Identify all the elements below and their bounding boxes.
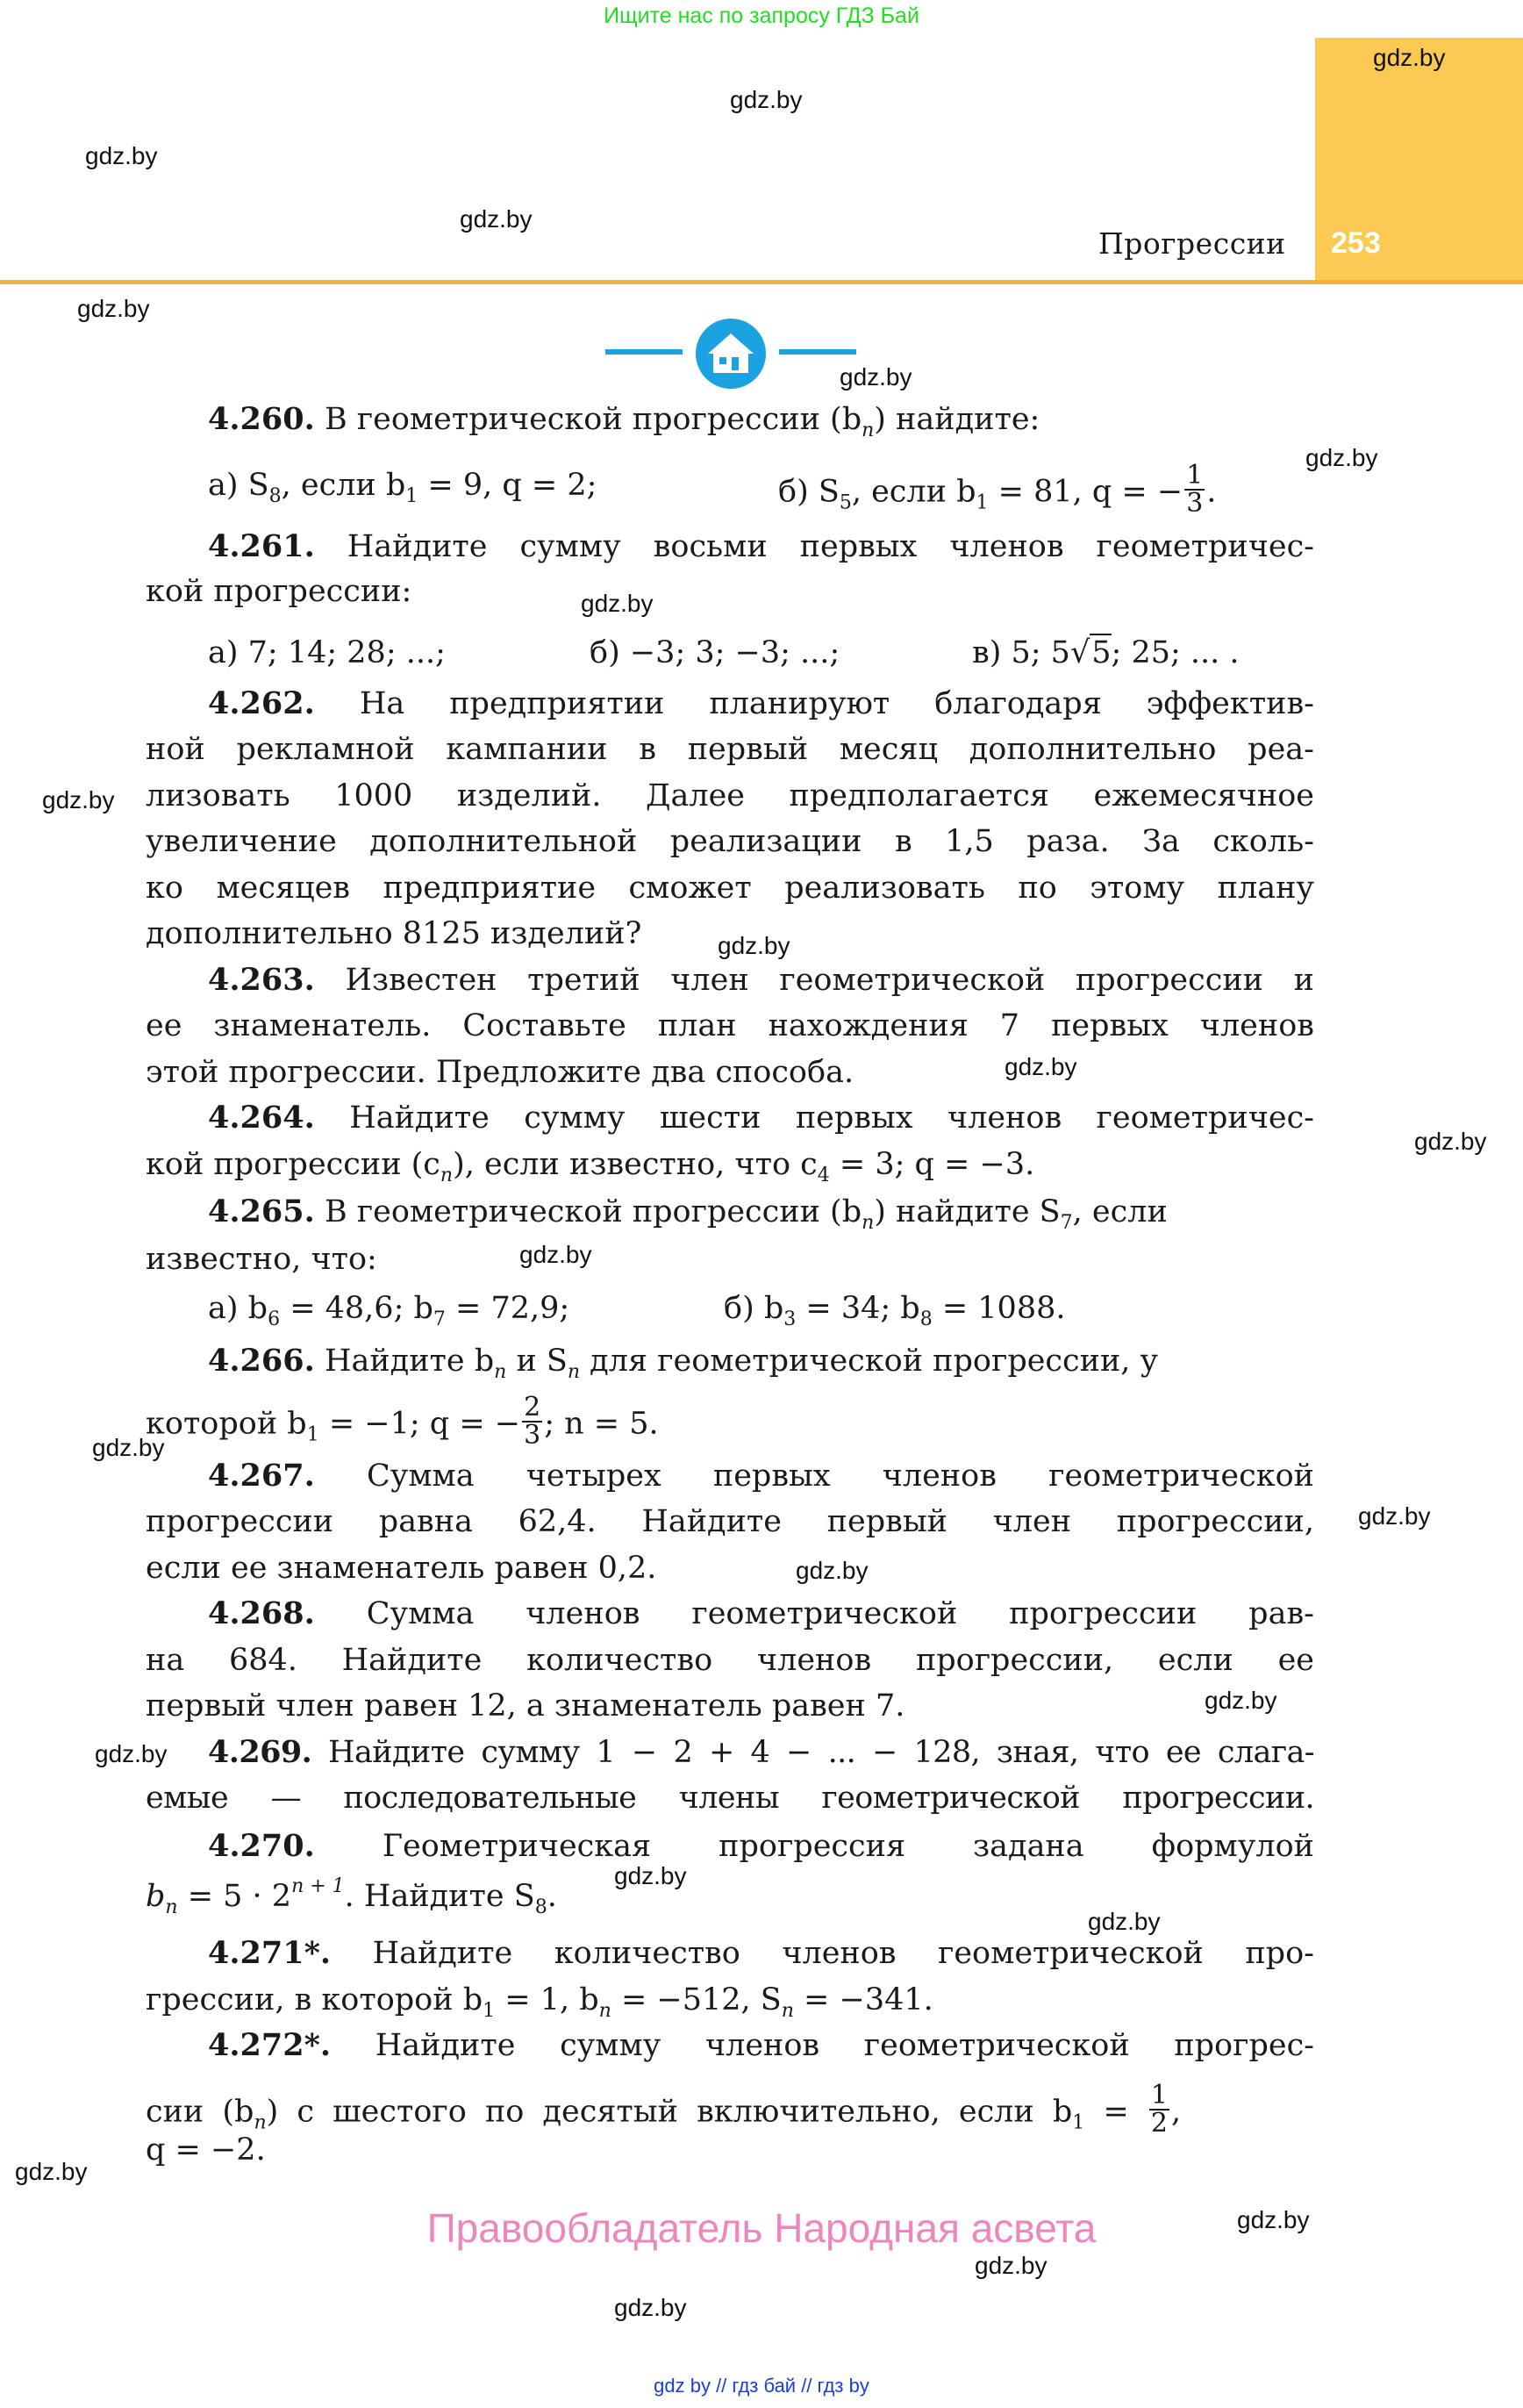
page-number: 253 bbox=[1331, 226, 1381, 260]
promo-banner[interactable]: Ищите нас по запросу ГДЗ Бай bbox=[604, 4, 919, 28]
problem-4-263: 4.263. Известен третий член геометрической прогрессии и bbox=[208, 962, 1314, 998]
problem-4-271-line2: грессии, в которой $b_1 = 1$, $b_n = -512$, $S_n = -341$. bbox=[146, 1982, 933, 2022]
watermark: gdz.by bbox=[15, 2158, 88, 2185]
problem-4-267-line: прогрессии равна 62,4. Найдите первый член прогрессии, bbox=[146, 1504, 1314, 1539]
watermark: gdz.by bbox=[975, 2252, 1048, 2279]
watermark: gdz.by bbox=[614, 2294, 687, 2321]
problem-4-271: 4.271*. Найдите количество членов геометрической про- bbox=[208, 1935, 1314, 1971]
problem-4-260: 4.260. В геометрической прогрессии $(b_n)$ найдите: bbox=[208, 401, 1040, 441]
problem-4-261: 4.261. Найдите сумму восьми первых членов геометричес- bbox=[208, 528, 1314, 564]
problem-4-269-line: емые — последовательные члены геометрической прогрессии. bbox=[146, 1781, 1314, 1816]
problem-4-262-line: увеличение дополнительной реализации в 1,5 раза. За сколь- bbox=[146, 824, 1314, 859]
chapter-title: Прогрессии bbox=[1098, 226, 1286, 261]
problem-4-264: 4.264. Найдите сумму шести первых членов геометричес- bbox=[208, 1100, 1314, 1136]
problem-4-262-line: лизовать 1000 изделий. Далее предполагается ежемесячное bbox=[146, 778, 1314, 813]
problem-4-264-line2: кой прогрессии $(c_n)$, если известно, что $c_4 = 3$; q = −3. bbox=[146, 1147, 1035, 1186]
watermark: gdz.by bbox=[581, 590, 654, 617]
problem-4-262-line: дополнительно 8125 изделий? bbox=[146, 916, 642, 951]
watermark: gdz.by bbox=[614, 1862, 687, 1889]
problem-4-265-a: а) $b_6 = 48,6$; $b_7 = 72,9$; bbox=[208, 1291, 570, 1330]
problem-4-267: 4.267. Сумма четырех первых членов геометрической bbox=[208, 1458, 1314, 1494]
problem-4-262: 4.262. На предприятии планируют благодаря эффектив- bbox=[208, 685, 1314, 721]
problem-4-263-line: ее знаменатель. Составьте план нахождения 7 первых членов bbox=[146, 1008, 1314, 1043]
problem-4-268-line: первый член равен 12, а знаменатель равен 7. bbox=[146, 1688, 905, 1724]
home-icon bbox=[696, 319, 766, 389]
problem-4-261-line2: кой прогрессии: bbox=[146, 574, 412, 609]
problem-4-272-line3: q = −2. bbox=[146, 2132, 266, 2168]
problem-4-268-line: на 684. Найдите количество членов прогрессии, если ее bbox=[146, 1643, 1314, 1678]
watermark: gdz.by bbox=[460, 205, 533, 233]
watermark: gdz.by bbox=[1005, 1053, 1077, 1080]
watermark: gdz.by bbox=[77, 295, 150, 322]
problem-4-266: 4.266. Найдите $b_n$ и $S_n$ для геометрической прогрессии, у bbox=[208, 1343, 1159, 1383]
problem-4-266-line2: которой $b_1 = -1$; q = − $\frac{2}{3}$ ; n = 5. bbox=[146, 1392, 659, 1451]
problem-4-270: 4.270. Геометрическая прогрессия задана формулой bbox=[208, 1828, 1314, 1864]
problem-4-268: 4.268. Сумма членов геометрической прогрессии рав- bbox=[208, 1595, 1314, 1631]
watermark: gdz.by bbox=[840, 363, 912, 391]
watermark: gdz.by bbox=[92, 1434, 165, 1461]
problem-4-260-a: а) $S_8$, если $b_1 = 9$, q = 2; bbox=[208, 468, 597, 507]
watermark: gdz.by bbox=[1205, 1687, 1277, 1714]
header-rule bbox=[0, 280, 1523, 284]
watermark: gdz.by bbox=[1358, 1502, 1431, 1530]
problem-4-261-c: в) 5; 5√5; 25; ... . bbox=[972, 635, 1240, 670]
watermark: gdz.by bbox=[519, 1241, 592, 1268]
problem-4-267-line: если ее знаменатель равен 0,2. bbox=[146, 1551, 657, 1586]
watermark: gdz.by bbox=[1237, 2206, 1310, 2233]
watermark: gdz.by bbox=[796, 1557, 869, 1584]
problem-4-270-line2: $b_n = 5 \cdot 2^{n + 1}$. Найдите $S_8$. bbox=[146, 1875, 557, 1918]
problem-4-263-line: этой прогрессии. Предложите два способа. bbox=[146, 1055, 854, 1090]
problem-4-265-line2: известно, что: bbox=[146, 1242, 377, 1277]
problem-4-272: 4.272*. Найдите сумму членов геометрической прогрес- bbox=[208, 2027, 1314, 2063]
problem-4-262-line: ной рекламной кампании в первый месяц дополнительно реа- bbox=[146, 732, 1314, 767]
watermark: gdz.by bbox=[85, 142, 158, 169]
watermark: gdz.by bbox=[1088, 1908, 1161, 1935]
watermark: gdz.by bbox=[730, 86, 803, 113]
watermark: gdz.by bbox=[95, 1740, 168, 1767]
problem-4-262-line: ко месяцев предприятие сможет реализовать по этому плану bbox=[146, 871, 1314, 906]
problem-4-265: 4.265. В геометрической прогрессии $(b_n)$ найдите $S_7$, если bbox=[208, 1193, 1168, 1234]
problem-4-272-line2: сии $(b_n)$ с шестого по десятый включительно, если $b_1$ = $\frac{1}{2}$ , bbox=[146, 2080, 1182, 2139]
divider-left bbox=[605, 349, 683, 355]
problem-4-261-a: а) 7; 14; 28; ...; bbox=[208, 635, 446, 670]
copyright-notice: Правообладатель Народная асвета bbox=[426, 2205, 1097, 2251]
divider-right bbox=[779, 349, 856, 355]
watermark: gdz.by bbox=[42, 786, 115, 813]
watermark: gdz.by bbox=[1305, 444, 1378, 471]
watermark: gdz.by bbox=[718, 932, 790, 959]
watermark: gdz.by bbox=[1414, 1128, 1487, 1155]
problem-4-269: 4.269. Найдите сумму 1 − 2 + 4 − ... − 128, зная, что ее слага- bbox=[208, 1734, 1315, 1770]
problem-4-265-b: б) $b_3 = 34$; $b_8 = 1088$. bbox=[724, 1291, 1066, 1330]
problem-4-261-b: б) −3; 3; −3; ...; bbox=[590, 635, 840, 670]
problem-4-260-b: б) $S_5$, если $b_1 = 81$, q = − $\frac{1}{3}$ . bbox=[778, 460, 1217, 519]
watermark: gdz.by bbox=[1373, 44, 1446, 71]
footer-links[interactable]: gdz by // гдз бай // гдз by bbox=[654, 2375, 869, 2397]
